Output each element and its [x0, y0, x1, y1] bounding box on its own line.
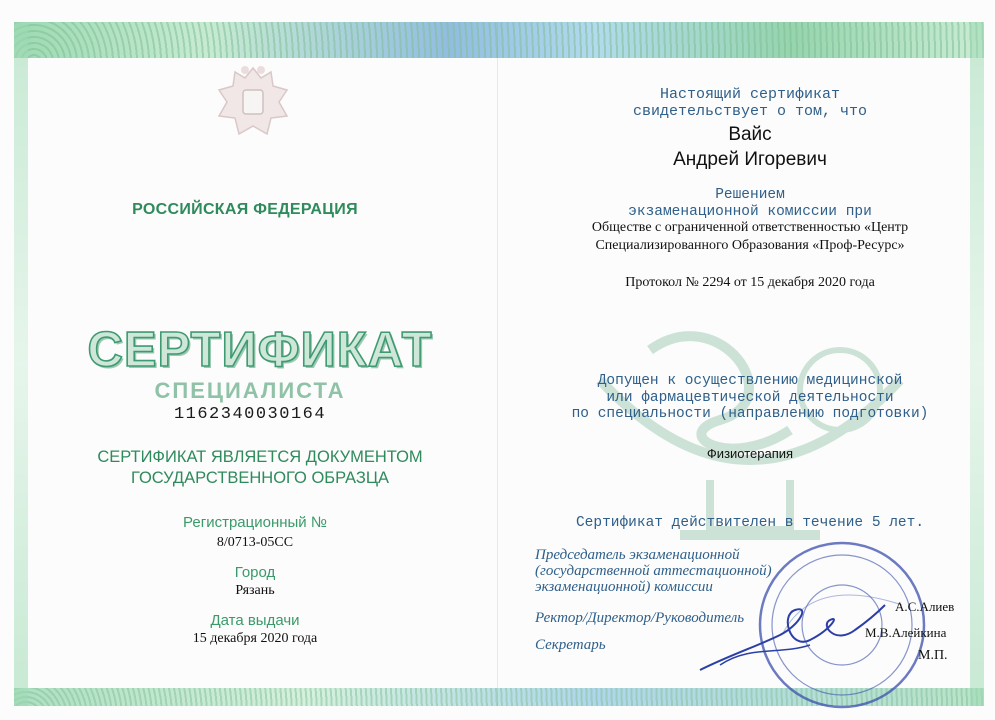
- page-fold-line: [497, 22, 498, 706]
- protocol-line: Протокол № 2294 от 15 декабря 2020 года: [625, 275, 875, 290]
- chairman-label: Председатель экзаменационной (государственной аттестационной) экзаменационной) комиссии: [535, 547, 772, 595]
- city-value: Рязань: [235, 583, 275, 598]
- guilloche-border-right: [970, 22, 984, 706]
- handwritten-signature-icon: [690, 585, 890, 685]
- guilloche-border-top: [14, 22, 984, 58]
- country-name: РОССИЙСКАЯ ФЕДЕРАЦИЯ: [132, 201, 358, 218]
- guilloche-border-left: [14, 22, 28, 706]
- registration-label: Регистрационный №: [183, 514, 327, 531]
- intro-line-2: свидетельствует о том, что: [632, 103, 868, 120]
- specialty-value: Физиотерапия: [706, 446, 794, 461]
- admission-line-1: Допущен к осуществлению медицинской: [597, 373, 903, 389]
- bowl-of-hygieia-watermark-icon: [560, 310, 940, 550]
- government-document-line-2: ГОСУДАРСТВЕННОГО ОБРАЗЦА: [130, 469, 390, 487]
- decision-line-1: Решением: [715, 187, 785, 203]
- signer-2-name: М.В.Алейкина: [865, 625, 947, 640]
- organization-line-1: Обществе с ограниченной ответственностью «Центр: [591, 220, 909, 235]
- validity-statement: Сертификат действителен в течение 5 лет.: [575, 515, 925, 531]
- holder-given-names: Андрей Игоревич: [673, 149, 827, 170]
- certificate-number: 1162340030164: [173, 405, 327, 424]
- decision-line-2: экзаменационной комиссии при: [628, 204, 872, 220]
- issue-date-value: 15 декабря 2020 года: [192, 631, 318, 646]
- holder-surname: Вайс: [728, 124, 772, 145]
- government-document-note: [40, 447, 480, 489]
- government-document-line-1: СЕРТИФИКАТ ЯВЛЯЕТСЯ ДОКУМЕНТОМ: [97, 448, 423, 466]
- admission-line-2: или фармацевтической деятельности: [606, 390, 894, 406]
- certificate-title: СЕРТИФИКАТ: [87, 323, 433, 377]
- registration-value: 8/0713-05СС: [216, 535, 294, 550]
- rector-label: Ректор/Директор/Руководитель: [535, 610, 745, 626]
- admission-line-3: по специальности (направлению подготовки): [571, 406, 929, 422]
- organization-line-2: Специализированного Образования «Проф-Ресурс»: [595, 238, 905, 253]
- city-label: Город: [234, 564, 276, 581]
- secretary-label: Секретарь: [535, 637, 606, 653]
- intro-line-1: Настоящий сертификат: [659, 86, 841, 103]
- certificate-subtitle: СПЕЦИАЛИСТА: [154, 378, 346, 403]
- russian-coat-of-arms-icon: [205, 56, 301, 152]
- issue-date-label: Дата выдачи: [210, 612, 300, 629]
- seal-place-mark: М.П.: [918, 648, 948, 663]
- signer-1-name: А.С.Алиев: [895, 599, 955, 614]
